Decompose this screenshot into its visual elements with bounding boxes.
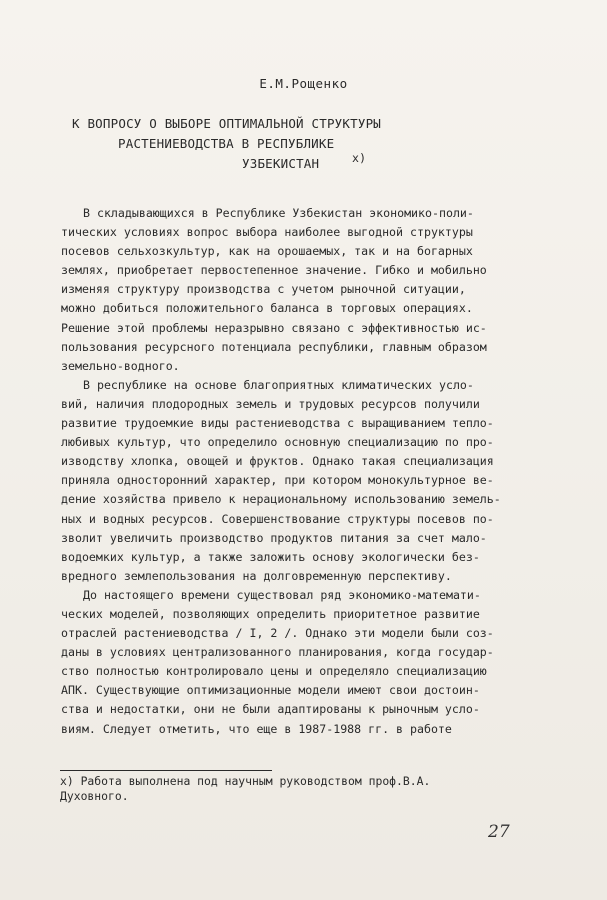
author-name: Е.М.Рощенко: [259, 76, 348, 91]
body-line: отраслей растениеводства / I, 2 /. Однако эти модели были соз-: [61, 626, 494, 641]
body-line: дение хозяйства привело к нерациональному использованию земель-: [61, 492, 501, 507]
title-footnote-mark: х): [352, 151, 367, 165]
body-line: даны в условиях централизованного планирования, когда государ-: [61, 645, 494, 660]
body-line: виям. Следует отметить, что еще в 1987-1988 гг. в работе: [61, 721, 452, 736]
body-line: зволит увеличить производство продуктов питания за счет мало-: [61, 530, 487, 545]
body-line: любивых культур, что определило основную специализацию по про-: [61, 435, 494, 450]
body-line: приняла односторонний характер, при котором монокультурное ве-: [61, 473, 494, 488]
body-line: пользования ресурсного потенциала республики, главным образом: [61, 339, 487, 354]
title-line-3: УЗБЕКИСТАН: [242, 156, 320, 171]
body-line: земельно-водного.: [61, 358, 180, 373]
body-line: ства и недостатки, они не были адаптированы к рыночным усло-: [61, 702, 480, 717]
article-body: [61, 204, 533, 739]
body-line: водоемких культур, а также заложить основу экологически без-: [61, 549, 480, 564]
body-line: вий, наличия плодородных земель и трудовых ресурсов получили: [61, 396, 480, 411]
body-line: ство полностью контролировало цены и определяло специализацию: [61, 664, 487, 679]
title-line-1: К ВОПРОСУ О ВЫБОРЕ ОПТИМАЛЬНОЙ СТРУКТУРЫ: [72, 116, 382, 131]
body-line: АПК. Существующие оптимизационные модели имеют свои достоин-: [61, 683, 480, 698]
page-number: 27: [488, 822, 510, 842]
body-line: Решение этой проблемы неразрывно связано с эффективностью ис-: [61, 320, 487, 335]
body-line: В республике на основе благоприятных климатических усло-: [83, 377, 474, 392]
footnote: [60, 774, 430, 804]
body-line: ных и водных ресурсов. Совершенствование структуры посевов по-: [61, 511, 494, 526]
body-line: можно добиться положительного баланса в торговых операциях.: [61, 301, 473, 316]
body-line: посевов сельхозкультур, как на орошаемых, так и на богарных: [61, 244, 473, 259]
body-line: землях, приобретает первостепенное значение. Гибко и мобильно: [61, 263, 487, 278]
body-line: До настоящего времени существовал ряд экономико-математи-: [83, 587, 481, 602]
body-line: развитие трудоемкие виды растениеводства с выращиванием тепло-: [61, 416, 494, 431]
body-line: изводству хлопка, овощей и фруктов. Однако такая специализация: [61, 454, 494, 469]
footnote-divider: [60, 770, 272, 771]
title-line-2: РАСТЕНИЕВОДСТВА В РЕСПУБЛИКЕ: [118, 136, 335, 151]
body-line: тических условиях вопрос выбора наиболее выгодной структуры: [61, 225, 473, 240]
body-line: вредного землепользования на долговременную перспективу.: [61, 568, 452, 583]
body-line: изменяя структуру производства с учетом рыночной ситуации,: [61, 282, 466, 297]
footnote-line-1: х) Работа выполнена под научным руководством проф.В.А.: [60, 774, 431, 788]
body-line: ческих моделей, позволяющих определить приоритетное развитие: [61, 606, 480, 621]
footnote-line-2: Духовного.: [60, 789, 129, 803]
body-line: В складывающихся в Республике Узбекистан экономико-поли-: [83, 206, 474, 220]
